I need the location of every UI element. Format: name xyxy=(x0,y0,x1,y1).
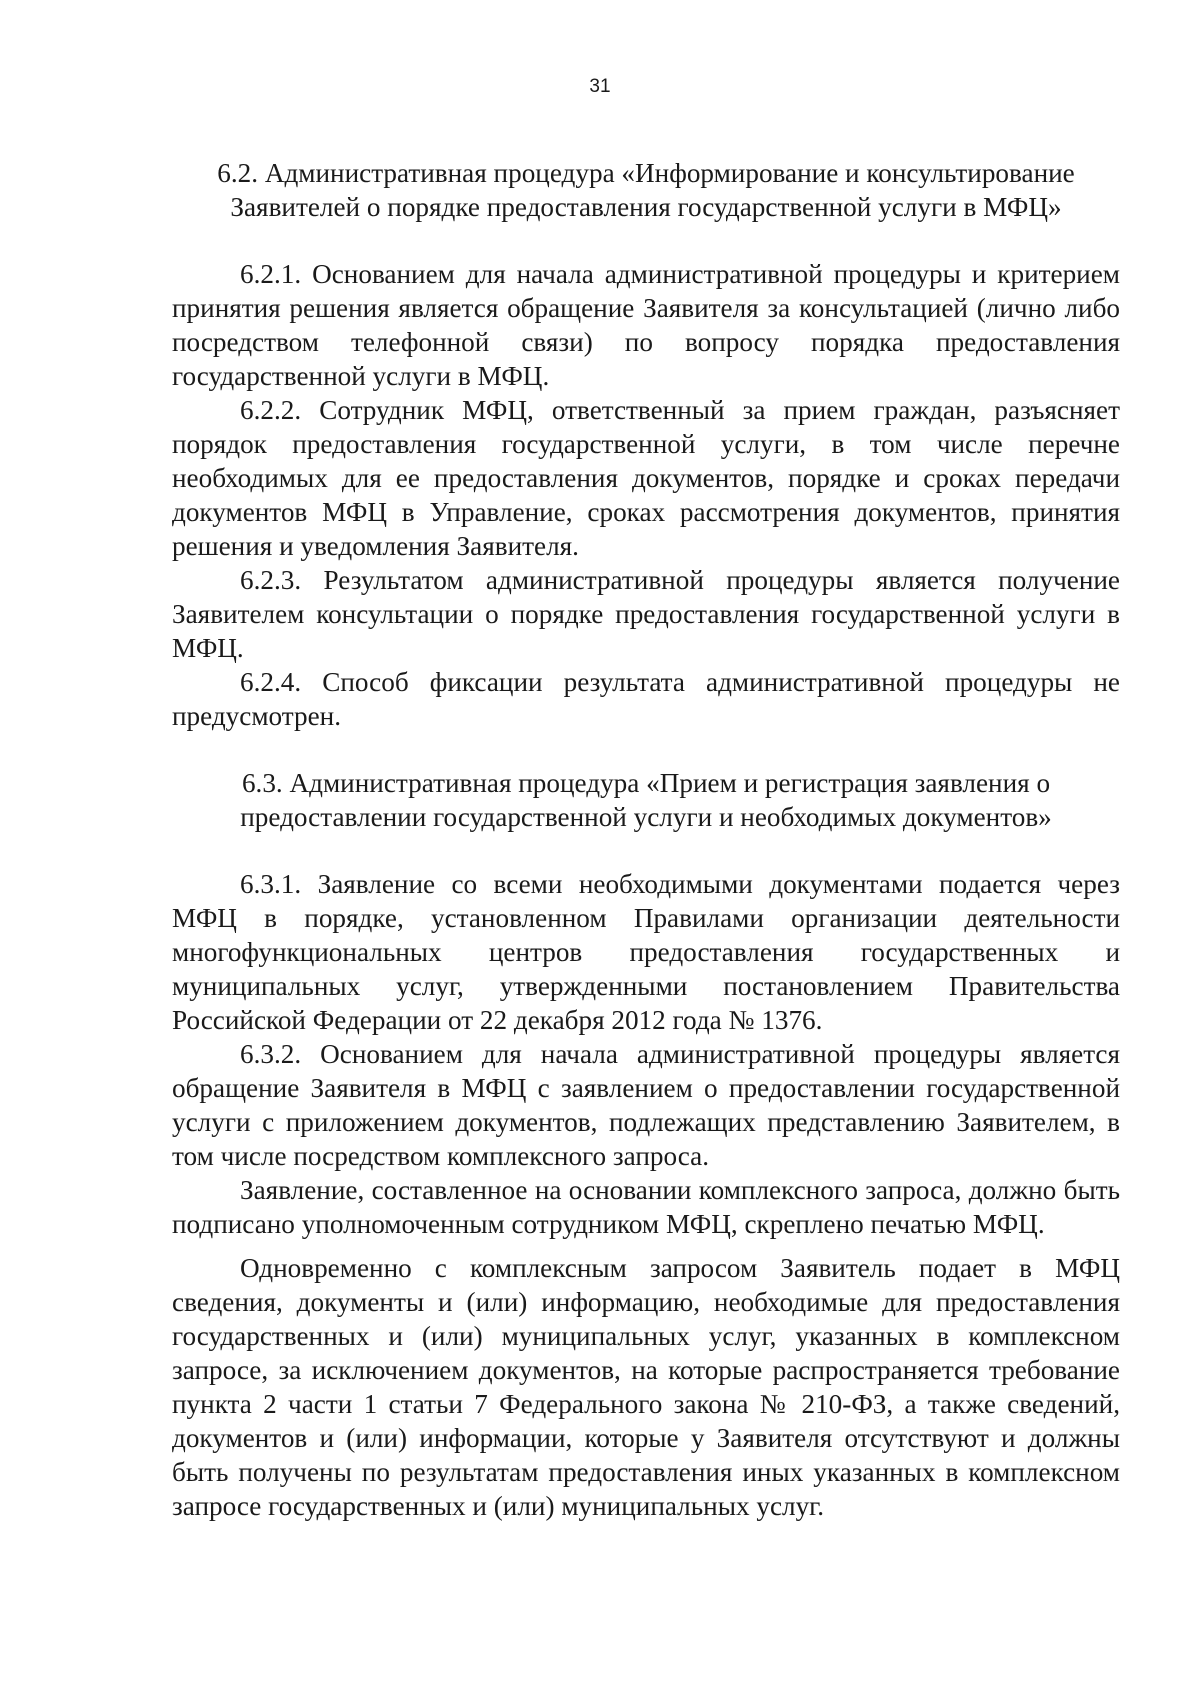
page-number: 31 xyxy=(589,76,611,97)
paragraph-6-3-2: 6.3.2. Основанием для начала административной процедуры является обращение Заявителя в МФЦ с заявлением о предоставлении государственной услуги с приложением документов, подлежащих представлению Заявителем, в том числе посредством комплексного запроса. xyxy=(172,1039,1120,1171)
paragraph-6-3-1: 6.3.1. Заявление со всеми необходимыми документами подается через МФЦ в порядке, установленном Правилами организации деятельности многофункциональных центров предоставления государственных и муниципальных услуг, утвержденными постановлением Правительства Российской Федерации от 22 декабря 2012 года № 1376. xyxy=(172,869,1120,1035)
paragraph-6-2-4: 6.2.4. Способ фиксации результата административной процедуры не предусмотрен. xyxy=(172,667,1120,731)
paragraph-6-2-3: 6.2.3. Результатом административной процедуры является получение Заявителем консультации о порядке предоставления государственной услуги в МФЦ. xyxy=(172,565,1120,663)
section-heading-6-2: 6.2. Административная процедура «Информирование и консультирование Заявителей о порядке предоставления государственной услуги в МФЦ» xyxy=(217,158,1075,222)
paragraph-6-2-1: 6.2.1. Основанием для начала административной процедуры и критерием принятия решения является обращение Заявителя за консультацией (лично либо посредством телефонной связи) по вопросу порядка предоставления государственной услуги в МФЦ. xyxy=(172,259,1120,391)
paragraph-6-3-2-complex-request: Одновременно с комплексным запросом Заявитель подает в МФЦ сведения, документы и (или) информацию, необходимые для предоставления государственных и (или) муниципальных услуг, указанных в комплексном запросе, за исключением документов, на которые распространяется требование пункта 2 части 1 статьи 7 Федерального закона № 210-ФЗ, а также сведений, документов и (или) информации, которые у Заявителя отсутствуют и должны быть получены по результатам предоставления иных указанных в комплексном запросе государственных и (или) муниципальных услуг. xyxy=(172,1253,1120,1521)
paragraph-6-2-2: 6.2.2. Сотрудник МФЦ, ответственный за прием граждан, разъясняет порядок предоставления государственной услуги, в том числе перечне необходимых для ее предоставления документов, порядке и сроках передачи документов МФЦ в Управление, сроках рассмотрения документов, принятия решения и уведомления Заявителя. xyxy=(172,395,1120,561)
section-heading-6-3: 6.3. Административная процедура «Прием и регистрация заявления о предоставлении государственной услуги и необходимых документов» xyxy=(240,768,1052,832)
document-body xyxy=(172,156,1120,1523)
paragraph-6-3-2-note: Заявление, составленное на основании комплексного запроса, должно быть подписано уполномоченным сотрудником МФЦ, скреплено печатью МФЦ. xyxy=(172,1175,1120,1239)
